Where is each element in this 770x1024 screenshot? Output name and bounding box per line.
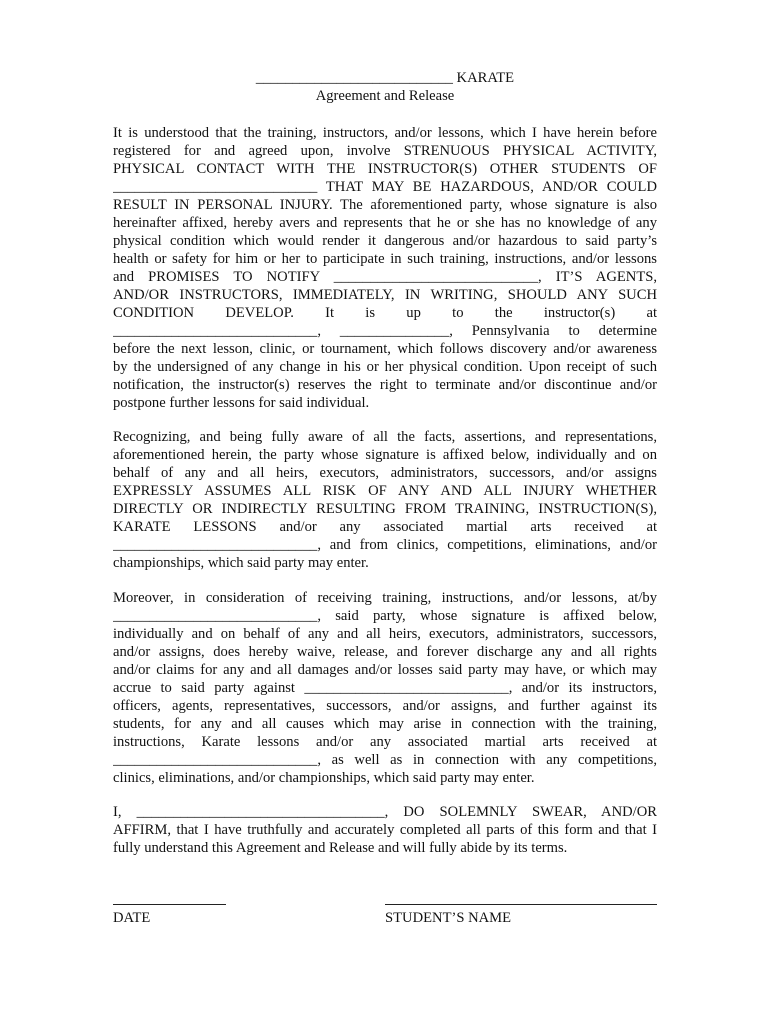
paragraph-line: RESULT IN PERSONAL INJURY. The aforementioned party, whose signature is also bbox=[113, 197, 657, 213]
paragraph-line: instructions, Karate lessons and/or any associated martial arts received at bbox=[113, 734, 657, 750]
paragraph-line: aforementioned herein, the party whose signature is affixed below, individually and on bbox=[113, 447, 657, 463]
document-title: ___________________________ KARATE bbox=[255, 70, 515, 86]
paragraph-line: championships, which said party may enter. bbox=[113, 555, 369, 571]
paragraph-line: registered for and agreed upon, involve STRENUOUS PHYSICAL ACTIVITY, bbox=[113, 143, 657, 159]
paragraph-line: AFFIRM, that I have truthfully and accurately completed all parts of this form and that I bbox=[113, 822, 657, 838]
paragraph-line: by the undersigned of any change in his or her physical condition. Upon receipt of such bbox=[113, 359, 657, 375]
paragraph-line: ____________________________, said party, whose signature is affixed below, bbox=[113, 608, 657, 624]
paragraph-line: students, for any and all causes which may arise in connection with the training, bbox=[113, 716, 657, 732]
paragraph-line: Moreover, in consideration of receiving training, instructions, and/or lessons, at/by bbox=[113, 590, 657, 606]
paragraph-line: health or safety for him or her to participate in such training, instructions, and/or lessons bbox=[113, 251, 657, 267]
paragraph-line: EXPRESSLY ASSUMES ALL RISK OF ANY AND ALL INJURY WHETHER bbox=[113, 483, 657, 499]
paragraph-line: ____________________________, _______________, Pennsylvania to determine bbox=[113, 323, 657, 339]
paragraph-line: KARATE LESSONS and/or any associated martial arts received at bbox=[113, 519, 657, 535]
paragraph-line: I, __________________________________, DO SOLEMNLY SWEAR, AND/OR bbox=[113, 804, 657, 820]
date-signature-line bbox=[113, 904, 226, 905]
paragraph-line: clinics, eliminations, and/or championships, which said party may enter. bbox=[113, 770, 535, 786]
paragraph-line: and/or assigns, does hereby waive, release, and forever discharge any and all rights bbox=[113, 644, 657, 660]
paragraph-line: CONDITION DEVELOP. It is up to the instructor(s) at bbox=[113, 305, 657, 321]
document-subtitle: Agreement and Release bbox=[315, 88, 455, 104]
paragraph-line: ____________________________ THAT MAY BE HAZARDOUS, AND/OR COULD bbox=[113, 179, 657, 195]
paragraph-line: behalf of any and all heirs, executors, administrators, successors, and/or assigns bbox=[113, 465, 657, 481]
paragraph-line: postpone further lessons for said individual. bbox=[113, 395, 370, 411]
paragraph-line: ____________________________, as well as in connection with any competitions, bbox=[113, 752, 657, 768]
paragraph-line: physical condition which would render it dangerous and/or hazardous to said party’s bbox=[113, 233, 657, 249]
paragraph-line: officers, agents, representatives, successors, and/or assigns, and further against its bbox=[113, 698, 657, 714]
paragraph-line: hereinafter affixed, hereby avers and represents that he or she has no knowledge of any bbox=[113, 215, 657, 231]
paragraph-line: DIRECTLY OR INDIRECTLY RESULTING FROM TRAINING, INSTRUCTION(S), bbox=[113, 501, 657, 517]
paragraph-line: before the next lesson, clinic, or tournament, which follows discovery and/or awareness bbox=[113, 341, 657, 357]
paragraph-line: ____________________________, and from clinics, competitions, eliminations, and/or bbox=[113, 537, 657, 553]
paragraph-line: notification, the instructor(s) reserves the right to terminate and/or discontinue and/or bbox=[113, 377, 657, 393]
date-label: DATE bbox=[113, 910, 151, 926]
paragraph-line: and PROMISES TO NOTIFY ____________________________, IT’S AGENTS, bbox=[113, 269, 657, 285]
paragraph-line: Recognizing, and being fully aware of all the facts, assertions, and representations, bbox=[113, 429, 657, 445]
paragraph-line: fully understand this Agreement and Release and will fully abide by its terms. bbox=[113, 840, 568, 856]
paragraph-line: individually and on behalf of any and all heirs, executors, administrators, successors, bbox=[113, 626, 657, 642]
paragraph-line: accrue to said party against ____________________________, and/or its instructors, bbox=[113, 680, 657, 696]
student-name-signature-line bbox=[385, 904, 657, 905]
paragraph-line: PHYSICAL CONTACT WITH THE INSTRUCTOR(S) OTHER STUDENTS OF bbox=[113, 161, 657, 177]
paragraph-line: It is understood that the training, instructors, and/or lessons, which I have herein before bbox=[113, 125, 657, 141]
paragraph-line: AND/OR INSTRUCTORS, IMMEDIATELY, IN WRITING, SHOULD ANY SUCH bbox=[113, 287, 657, 303]
student-name-label: STUDENT’S NAME bbox=[385, 910, 512, 926]
paragraph-line: and/or claims for any and all damages and/or losses said party may have, or which may bbox=[113, 662, 657, 678]
